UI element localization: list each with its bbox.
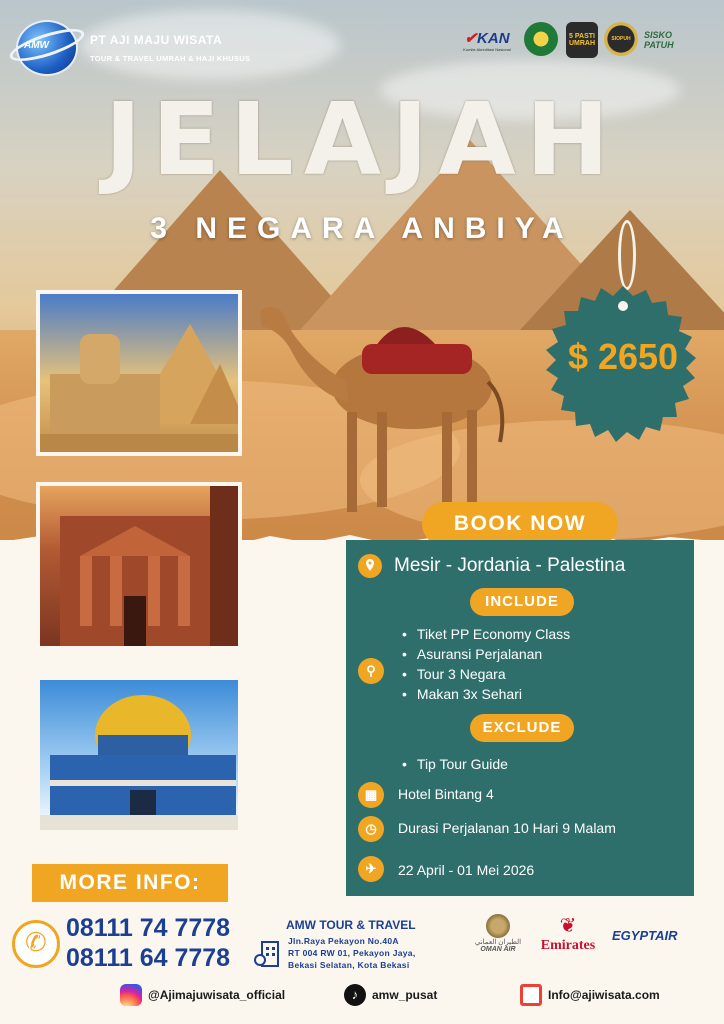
hotel-building-icon: ▦ <box>358 782 384 808</box>
kan-text: ✔KAN <box>464 29 510 47</box>
instagram-link[interactable] <box>120 984 285 1006</box>
exclude-list <box>402 754 508 774</box>
instagram-icon <box>120 984 142 1006</box>
dates-text: 22 April - 01 Mei 2026 <box>398 862 535 878</box>
duration-text: Durasi Perjalanan 10 Hari 9 Malam <box>398 820 616 836</box>
kan-subtitle: Komite Akreditasi Nasional <box>463 46 511 52</box>
siopuh-logo: SIOPUH <box>604 22 638 56</box>
exclude-label: EXCLUDE <box>470 714 574 742</box>
tag-string <box>618 220 636 290</box>
dome-image <box>40 680 242 834</box>
sphinx-image <box>40 294 242 456</box>
camel-illustration <box>252 292 522 522</box>
airplane-icon: ✈ <box>358 856 384 882</box>
egyptair-logo: EGYPTAIR <box>612 928 678 943</box>
office-name: AMW TOUR & TRAVEL <box>286 918 416 932</box>
company-tagline: TOUR & TRAVEL UMRAH & HAJI KHUSUS <box>90 54 251 63</box>
company-name: PT AJI MAJU WISATA <box>90 33 223 47</box>
include-label: INCLUDE <box>470 588 574 616</box>
more-info-label: MORE INFO: <box>32 864 228 902</box>
price-label: $ 2650 <box>567 336 679 377</box>
hotel-text: Hotel Bintang 4 <box>398 786 494 802</box>
include-list <box>402 624 570 704</box>
emirates-logo <box>532 914 604 964</box>
sub-title: 3 NEGARA ANBIYA <box>150 212 574 245</box>
logo-text: AMW <box>24 40 49 51</box>
sisko-patuh-logo: SISKO PATUH <box>644 30 674 50</box>
oman-air-emblem-icon <box>486 914 510 938</box>
phone-number-1[interactable]: 08111 74 7778 <box>66 914 231 942</box>
oman-air-logo <box>468 914 528 964</box>
instagram-handle: @Ajimajuwisata_official <box>148 988 286 1002</box>
address-line-2: RT 004 RW 01, Pekayon Jaya, <box>288 948 416 958</box>
dome-of-the-rock-photo <box>36 676 242 834</box>
book-now-button[interactable]: BOOK NOW <box>422 502 618 546</box>
petra-photo <box>36 482 242 650</box>
clock-icon: ◷ <box>358 816 384 842</box>
route-text: Mesir - Jordania - Palestina <box>394 555 626 576</box>
petra-image <box>40 486 242 650</box>
phone-icon <box>12 920 60 968</box>
email-link[interactable] <box>520 984 660 1006</box>
tiktok-handle: amw_pusat <box>372 988 438 1002</box>
gmail-icon <box>520 984 542 1006</box>
oman-air-arabic: الطيران العماني <box>474 939 522 946</box>
office-building-icon <box>254 938 282 968</box>
kemenag-logo-icon <box>524 22 558 56</box>
tiktok-link[interactable] <box>344 984 437 1006</box>
kan-label: KAN <box>477 29 510 47</box>
address-line-1: Jln.Raya Pekayon No.40A <box>288 936 399 946</box>
oman-air-name: OMAN AIR <box>480 946 516 953</box>
list-item: • Tiket PP Economy Class <box>402 624 570 644</box>
phone-number-2[interactable]: 08111 64 7778 <box>66 944 231 972</box>
kan-certification-logo <box>456 22 518 58</box>
emirates-name: Emirates <box>540 938 596 953</box>
address-line-3: Bekasi Selatan, Kota Bekasi <box>288 960 410 970</box>
list-item: • Tour 3 Negara <box>402 664 570 684</box>
emirates-calligraphy-icon: ❦ <box>559 915 577 937</box>
location-pin-icon <box>358 554 382 578</box>
main-title: JELAJAH <box>104 81 620 198</box>
email-address: Info@ajiwisata.com <box>548 988 660 1002</box>
list-item: • Makan 3x Sehari <box>402 684 570 704</box>
list-item: • Asuransi Perjalanan <box>402 644 570 664</box>
sphinx-photo <box>36 290 242 456</box>
five-pasti-umrah-logo: 5 PASTI UMRAH <box>566 22 598 58</box>
tiktok-icon: ♪ <box>344 984 366 1006</box>
list-item: • Tip Tour Guide <box>402 754 508 774</box>
bicycle-icon: ⚲ <box>358 658 384 684</box>
